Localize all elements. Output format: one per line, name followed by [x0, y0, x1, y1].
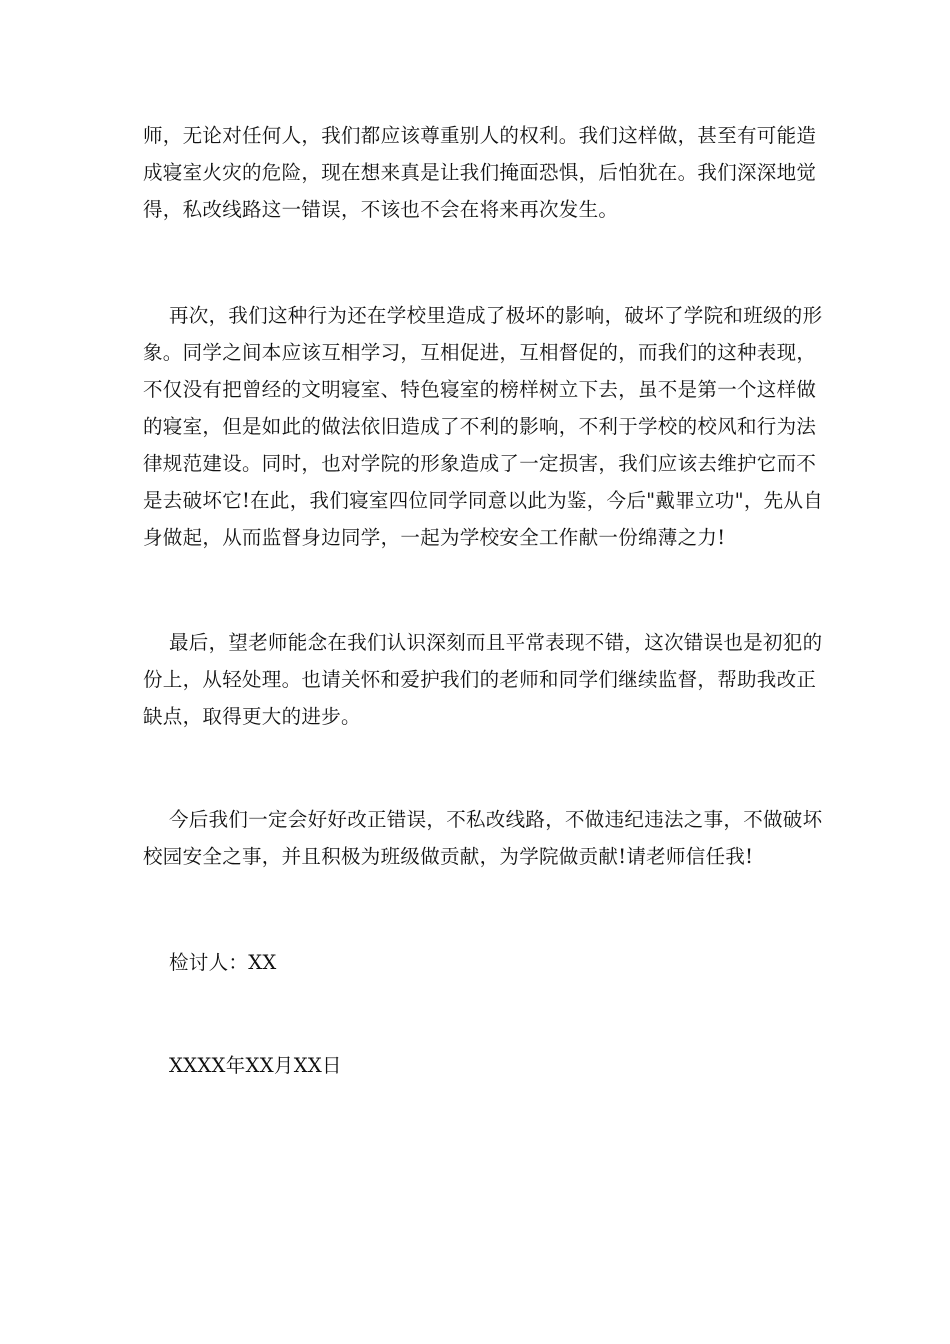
text-line: 是去破坏它!在此，我们寝室四位同学同意以此为鉴，今后"戴罪立功"，先从自 [143, 489, 824, 512]
paragraph-2 [143, 297, 823, 556]
text-line: 份上，从轻处理。也请关怀和爱护我们的老师和同学们继续监督，帮助我改正 [143, 668, 817, 691]
text-line: 缺点，取得更大的进步。 [143, 705, 361, 728]
text-line: 校园安全之事，并且积极为班级做贡献，为学院做贡献!请老师信任我! [143, 845, 754, 868]
signature-text: 检讨人：XX [143, 951, 277, 974]
text-line: 的寝室，但是如此的做法依旧造成了不利的影响，不利于学校的校风和行为法 [143, 415, 817, 438]
text-line: 得，私改线路这一错误，不该也不会在将来再次发生。 [143, 198, 619, 221]
text-line: 今后我们一定会好好改正错误，不私改线路，不做违纪违法之事，不做破坏 [143, 808, 823, 831]
paragraph-1 [143, 117, 816, 228]
text-line: 律规范建设。同时，也对学院的形象造成了一定损害，我们应该去维护它而不 [143, 452, 817, 475]
date-text: XXXX年XX月XX日 [143, 1054, 342, 1077]
paragraph-4 [143, 801, 822, 875]
text-line: 象。同学之间本应该互相学习，互相促进，互相督促的，而我们的这种表现， [143, 341, 817, 364]
text-line: 再次，我们这种行为还在学校里造成了极坏的影响，破坏了学院和班级的形 [143, 304, 823, 327]
text-line: 最后，望老师能念在我们认识深刻而且平常表现不错，这次错误也是初犯的 [143, 631, 823, 654]
text-line: 成寝室火灾的危险，现在想来真是让我们掩面恐惧，后怕犹在。我们深深地觉 [143, 161, 817, 184]
paragraph-3 [143, 624, 822, 735]
signature-line [143, 944, 277, 981]
date-line [143, 1047, 342, 1084]
text-line: 师，无论对任何人，我们都应该尊重别人的权利。我们这样做，甚至有可能造 [143, 124, 817, 147]
text-line: 不仅没有把曾经的文明寝室、特色寝室的榜样树立下去，虽不是第一个这样做 [143, 378, 817, 401]
text-line: 身做起，从而监督身边同学，一起为学校安全工作献一份绵薄之力! [143, 526, 726, 549]
